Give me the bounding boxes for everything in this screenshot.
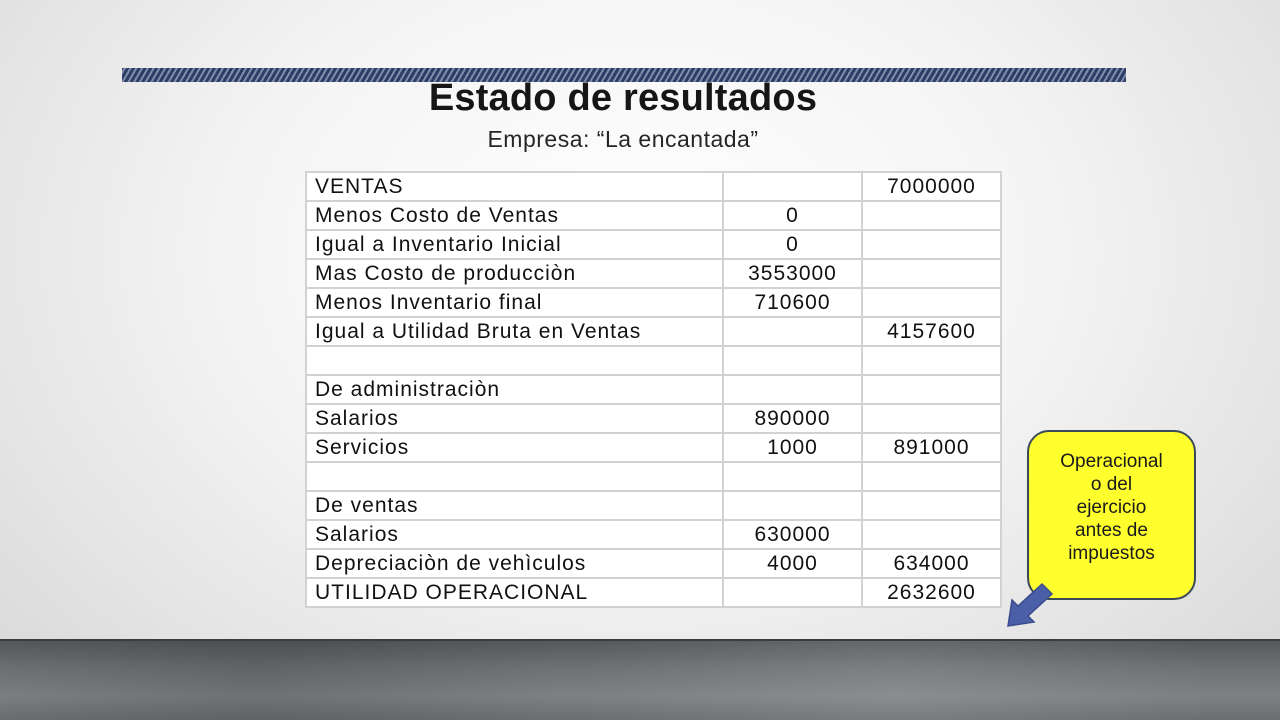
row-total — [862, 288, 1001, 317]
row-total: 2632600 — [862, 578, 1001, 607]
row-label: De administraciòn — [306, 375, 723, 404]
row-amount — [723, 491, 862, 520]
row-total — [862, 520, 1001, 549]
table-row — [306, 491, 1001, 520]
table-row — [306, 375, 1001, 404]
row-total: 891000 — [862, 433, 1001, 462]
table-row — [306, 230, 1001, 259]
row-total — [862, 201, 1001, 230]
row-amount: 0 — [723, 201, 862, 230]
row-amount — [723, 578, 862, 607]
row-amount: 3553000 — [723, 259, 862, 288]
row-amount — [723, 317, 862, 346]
row-label: Servicios — [306, 433, 723, 462]
callout-line: ejercicio — [1076, 497, 1147, 518]
row-total: 4157600 — [862, 317, 1001, 346]
row-label: De ventas — [306, 491, 723, 520]
table-row — [306, 201, 1001, 230]
callout-line: Operacional — [1060, 451, 1163, 472]
table-row — [306, 549, 1001, 578]
table-row — [306, 288, 1001, 317]
table-row — [306, 404, 1001, 433]
row-label — [306, 462, 723, 491]
row-amount — [723, 375, 862, 404]
row-amount — [723, 346, 862, 375]
callout-line: antes de — [1075, 520, 1148, 541]
row-total — [862, 404, 1001, 433]
table-row — [306, 433, 1001, 462]
row-label — [306, 346, 723, 375]
row-amount: 710600 — [723, 288, 862, 317]
table-row — [306, 578, 1001, 607]
table-row — [306, 172, 1001, 201]
row-total — [862, 491, 1001, 520]
row-label: Depreciaciòn de vehìculos — [306, 549, 723, 578]
table-row — [306, 520, 1001, 549]
row-label: Mas Costo de producciòn — [306, 259, 723, 288]
row-amount — [723, 462, 862, 491]
row-label: Salarios — [306, 404, 723, 433]
table-row — [306, 462, 1001, 491]
row-label: Igual a Inventario Inicial — [306, 230, 723, 259]
row-amount: 890000 — [723, 404, 862, 433]
row-total — [862, 462, 1001, 491]
floor-background — [0, 641, 1280, 720]
row-total — [862, 346, 1001, 375]
row-label: Salarios — [306, 520, 723, 549]
row-amount: 4000 — [723, 549, 862, 578]
row-total — [862, 259, 1001, 288]
callout-line: impuestos — [1068, 543, 1155, 564]
income-statement-table — [305, 171, 1002, 608]
slide-title: Estado de resultados — [428, 77, 818, 119]
table-row — [306, 259, 1001, 288]
slide-subtitle: Empresa: “La encantada” — [487, 126, 759, 152]
row-label: Igual a Utilidad Bruta en Ventas — [306, 317, 723, 346]
row-amount: 630000 — [723, 520, 862, 549]
row-label: Menos Inventario final — [306, 288, 723, 317]
row-total: 7000000 — [862, 172, 1001, 201]
callout-line: o del — [1090, 474, 1133, 495]
arrow-down-left-icon — [1002, 580, 1054, 632]
income-statement-body — [306, 172, 1001, 607]
table-row — [306, 317, 1001, 346]
row-total: 634000 — [862, 549, 1001, 578]
row-amount: 1000 — [723, 433, 862, 462]
row-label: VENTAS — [306, 172, 723, 201]
callout-box — [1027, 430, 1196, 600]
row-total — [862, 230, 1001, 259]
row-label: UTILIDAD OPERACIONAL — [306, 578, 723, 607]
row-total — [862, 375, 1001, 404]
row-amount: 0 — [723, 230, 862, 259]
table-row — [306, 346, 1001, 375]
row-amount — [723, 172, 862, 201]
row-label: Menos Costo de Ventas — [306, 201, 723, 230]
